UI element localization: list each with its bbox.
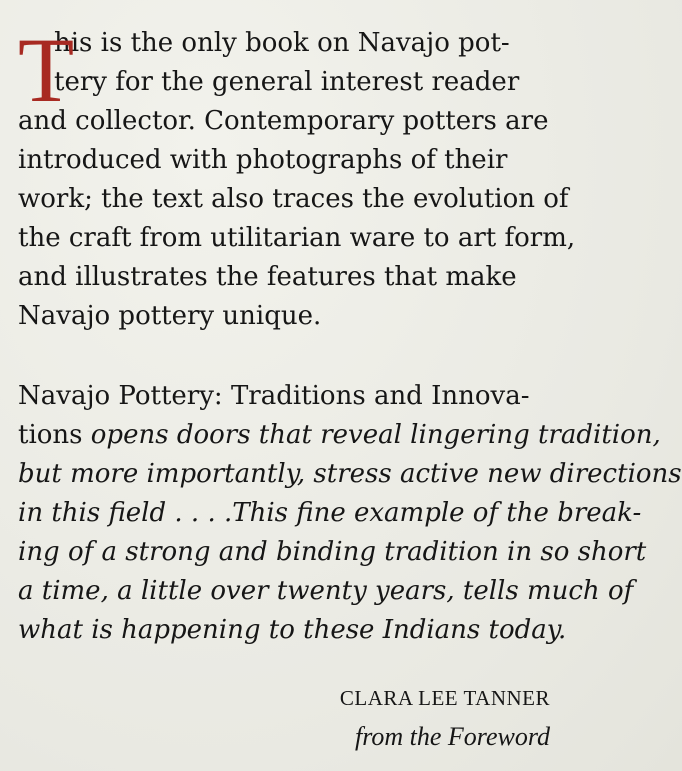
paragraph-line: tery for the general interest reader bbox=[54, 67, 520, 97]
paragraph-line: and illustrates the features that make bbox=[18, 262, 517, 292]
quote-line: ing of a strong and binding tradition in so short bbox=[18, 537, 647, 567]
paragraph-line: his is the only book on Navajo pot- bbox=[54, 28, 510, 58]
intro-paragraph bbox=[18, 19, 588, 336]
quote-paragraph bbox=[18, 377, 682, 650]
paragraph-line: and collector. Contemporary potters are bbox=[18, 106, 549, 136]
quote-line: but more importantly, stress active new directions bbox=[18, 459, 682, 489]
drop-cap: T bbox=[18, 19, 75, 121]
paragraph-line: Navajo pottery unique. bbox=[18, 301, 322, 331]
quote-line-roman: tions bbox=[18, 420, 91, 450]
quote-line: Navajo Pottery: Traditions and Innova- bbox=[18, 381, 530, 411]
quote-line: a time, a little over twenty years, tells much of bbox=[18, 576, 634, 606]
quote-line: what is happening to these Indians today. bbox=[18, 615, 567, 645]
paragraph-line: introduced with photographs of their bbox=[18, 145, 508, 175]
quote-line bbox=[18, 416, 661, 455]
paragraph-line: the craft from utilitarian ware to art form, bbox=[18, 223, 576, 253]
quote-line-italic: opens doors that reveal lingering tradition, bbox=[90, 420, 661, 450]
attribution-name: CLARA LEE TANNER bbox=[339, 686, 550, 710]
quote-line: in this field . . . .This fine example of the break- bbox=[18, 498, 642, 528]
attribution-source: from the Foreword bbox=[355, 722, 550, 751]
paragraph-line: work; the text also traces the evolution of bbox=[18, 184, 569, 214]
